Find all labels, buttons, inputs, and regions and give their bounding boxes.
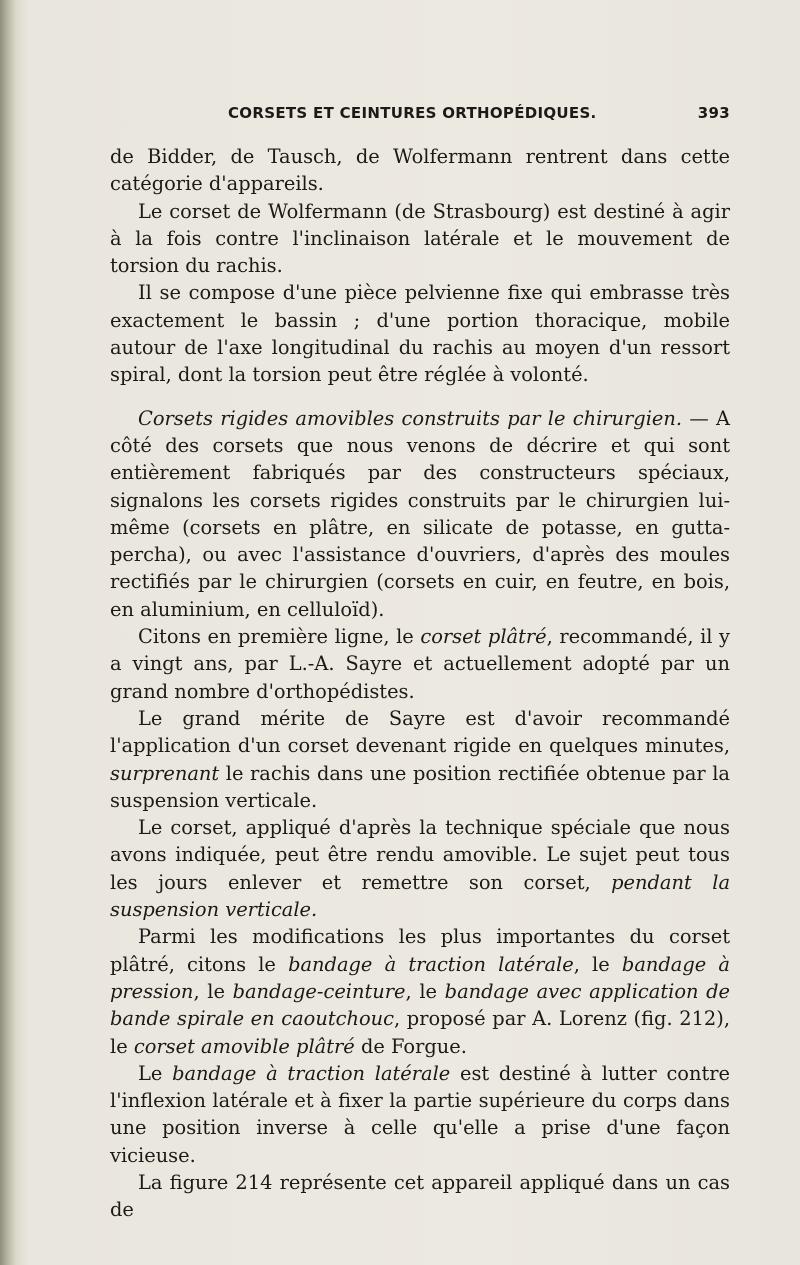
italic-term: corset plâtré xyxy=(420,625,547,649)
text-span: Citons en première ligne, le xyxy=(138,625,421,649)
italic-term: bandage avec application de bande spirale en caoutchouc xyxy=(110,979,731,1031)
italic-term: surprenant xyxy=(110,761,220,785)
text-span: , le xyxy=(405,979,445,1003)
running-header xyxy=(110,104,730,130)
italic-term: pendant la suspension verticale. xyxy=(110,870,730,922)
text-span: est destiné à lutter contre l'inflexion latérale et à fixer la partie supérieure du corps dans une position inverse à celle qu'elle a prise d'une façon vicieuse. xyxy=(110,1061,730,1167)
italic-term: bandage à pression xyxy=(110,952,730,1003)
paragraph-1: de Bidder, de Tausch, de Wolfermann rentrent dans cette catégorie d'appareils. xyxy=(110,145,730,196)
paragraph-10: La figure 214 représente cet appareil appliqué dans un cas de xyxy=(110,1170,730,1222)
paragraph-6 xyxy=(110,705,730,814)
paragraph-4 xyxy=(110,405,730,623)
text-span: , proposé par A. Lorenz (fig. 212), le xyxy=(110,1007,730,1058)
text-span: Le xyxy=(138,1061,173,1085)
page-number: 393 xyxy=(697,104,730,122)
text-span: de Forgue. xyxy=(354,1034,467,1058)
italic-term: corset amovible plâtré xyxy=(133,1034,355,1058)
text-span: le rachis dans une position rectifiée obtenue par la suspension verticale. xyxy=(110,761,730,812)
paragraph-9 xyxy=(110,1060,730,1169)
body-text xyxy=(110,143,730,1224)
paragraph-3: Il se compose d'une pièce pelvienne fixe qui embrasse très exactement le bassin ; d'une portion thoracique, mobile autour de l'axe longitudinal du rachis au moyen d'un ressort spiral, dont la torsion peut être réglée à volonté. xyxy=(110,281,730,387)
paragraph-4-text: — A côté des corsets que nous venons de décrire et qui sont entièrement fabriqués par des constructeurs spéciaux, signalons les corsets rigides construits par le chirurgien lui-même (corsets en plâtre, en silicate de potasse, en gutta-percha), ou avec l'assistance d'ouvriers, d'après des moules rectifiés par le chirurgien (corsets en cuir, en feutre, en bois, en aluminium, en celluloïd). xyxy=(110,406,730,621)
paragraph-5 xyxy=(110,623,730,705)
text-span: Le corset, appliqué d'après la technique spéciale que nous avons indiquée, peut être rendu amovible. Le sujet peut tous les jours enlever et remettre son corset, xyxy=(110,816,730,894)
text-span: Parmi les modifications les plus importantes du corset plâtré, citons le xyxy=(110,925,730,976)
italic-term: bandage à traction latérale xyxy=(172,1061,451,1085)
paragraph-2: Le corset de Wolfermann (de Strasbourg) est destiné à agir à la fois contre l'inclinaison latérale et le mouvement de torsion du rachis. xyxy=(110,199,730,278)
text-span: , recommandé, il y a vingt ans, par L.-A. Sayre et actuellement adopté par un grand nombre d'orthopédistes. xyxy=(110,625,731,703)
section-title: Corsets rigides amovibles construits par le chirurgien. xyxy=(138,406,683,430)
text-span: Le grand mérite de Sayre est d'avoir recommandé l'application d'un corset devenant rigide en quelques minutes, xyxy=(110,706,730,758)
header-title: CORSETS ET CEINTURES ORTHOPÉDIQUES. xyxy=(228,104,597,122)
paragraph-7 xyxy=(110,814,730,923)
italic-term: bandage à traction latérale xyxy=(288,952,574,976)
text-span: , le xyxy=(193,979,233,1003)
text-span: , le xyxy=(573,952,622,976)
italic-term: bandage-ceinture xyxy=(232,979,406,1003)
paragraph-8 xyxy=(110,923,730,1059)
